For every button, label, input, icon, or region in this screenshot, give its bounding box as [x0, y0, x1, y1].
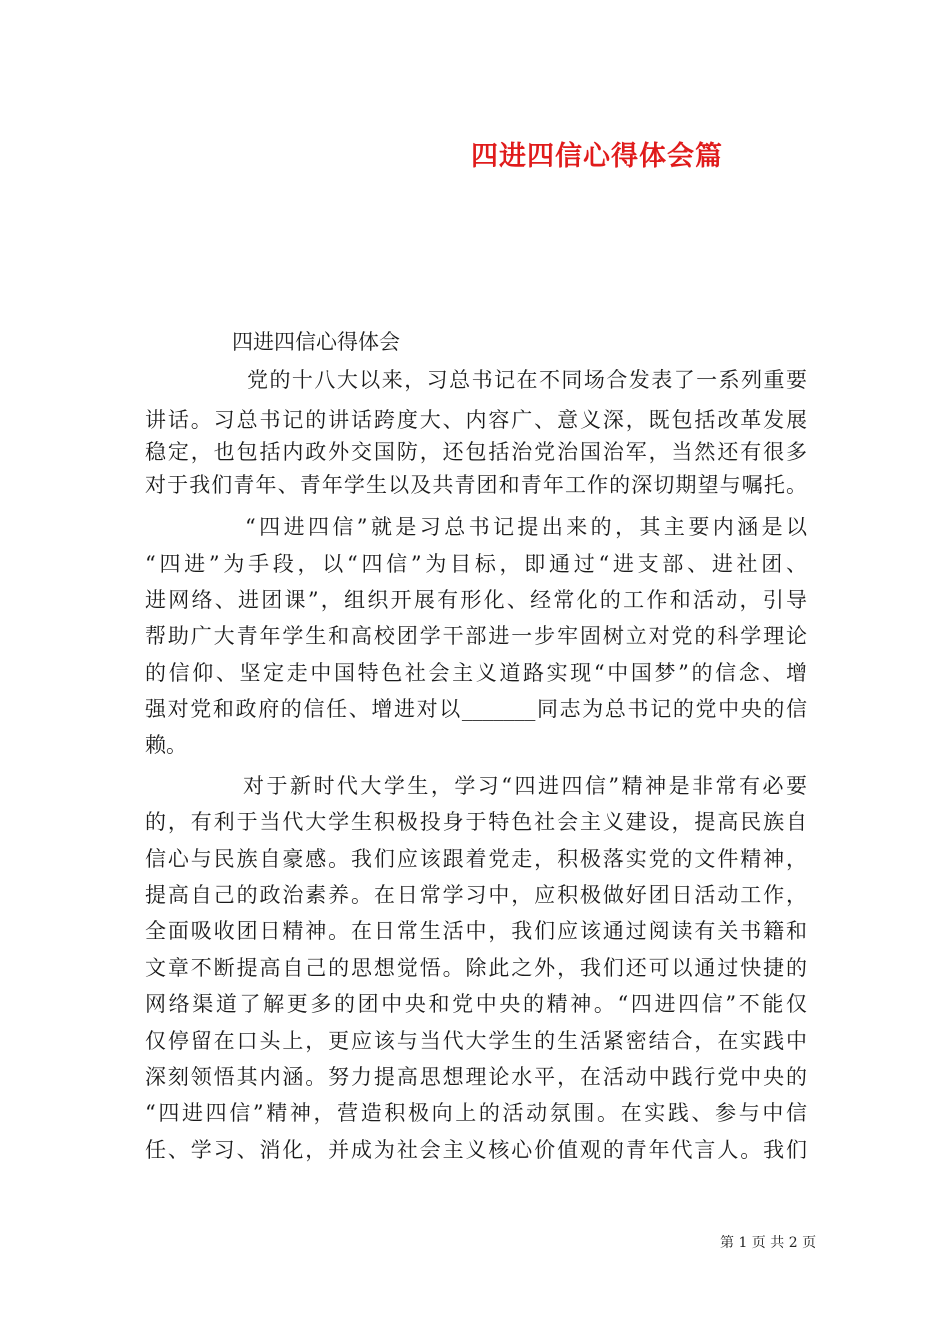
paragraph-3-line: 网络渠道了解更多的团中央和党中央的精神。“四进四信”不能仅 — [145, 992, 807, 1016]
paragraph-2-line: “四进”为手段，以“四信”为目标，即通过“进支部、进社团、 — [145, 552, 807, 576]
paragraph-3-line: 信心与民族自豪感。我们应该跟着党走，积极落实党的文件精神， — [145, 847, 807, 871]
paragraph-1-line: 党的十八大以来，习总书记在不同场合发表了一系列重要 — [247, 368, 807, 392]
paragraph-3-line: 任、学习、消化，并成为社会主义核心价值观的青年代言人。我们 — [145, 1138, 807, 1162]
document-subtitle: 四进四信心得体会 — [232, 330, 400, 354]
paragraph-3-line: 文章不断提高自己的思想觉悟。除此之外，我们还可以通过快捷的 — [145, 956, 807, 980]
paragraph-3-line: 的，有利于当代大学生积极投身于特色社会主义建设，提高民族自 — [145, 810, 807, 834]
paragraph-1-line: 对于我们青年、青年学生以及共青团和青年工作的深切期望与嘱托。 — [145, 473, 807, 497]
paragraph-2-line: 强对党和政府的信任、增进对以_______同志为总书记的党中央的信 — [145, 697, 807, 721]
paragraph-2-line: “四进四信”就是习总书记提出来的，其主要内涵是以 — [245, 515, 807, 539]
paragraph-3-line: 提高自己的政治素养。在日常学习中，应积极做好团日活动工作， — [145, 883, 807, 907]
paragraph-2-line: 的信仰、坚定走中国特色社会主义道路实现“中国梦”的信念、增 — [145, 661, 807, 685]
paragraph-1-line: 稳定，也包括内政外交国防，还包括治党治国治军，当然还有很多 — [145, 440, 807, 464]
paragraph-2-line: 赖。 — [145, 733, 187, 757]
paragraph-3-line: 仅停留在口头上，更应该与当代大学生的生活紧密结合，在实践中 — [145, 1029, 807, 1053]
paragraph-3-line: 深刻领悟其内涵。努力提高思想理论水平，在活动中践行党中央的 — [145, 1065, 807, 1089]
paragraph-3-line: “四进四信”精神，营造积极向上的活动氛围。在实践、参与中信 — [145, 1101, 807, 1125]
paragraph-3-line: 全面吸收团日精神。在日常生活中，我们应该通过阅读有关书籍和 — [145, 919, 807, 943]
paragraph-3-line: 对于新时代大学生，学习“四进四信”精神是非常有必要 — [243, 774, 807, 798]
page-title: 四进四信心得体会篇 — [471, 141, 723, 172]
paragraph-2-line: 进网络、进团课”，组织开展有形化、经常化的工作和活动，引导 — [145, 588, 807, 612]
page-number-footer: 第 1 页 共 2 页 — [720, 1235, 817, 1251]
paragraph-2-line: 帮助广大青年学生和高校团学干部进一步牢固树立对党的科学理论 — [145, 624, 807, 648]
paragraph-1-line: 讲话。习总书记的讲话跨度大、内容广、意义深，既包括改革发展 — [145, 408, 807, 432]
